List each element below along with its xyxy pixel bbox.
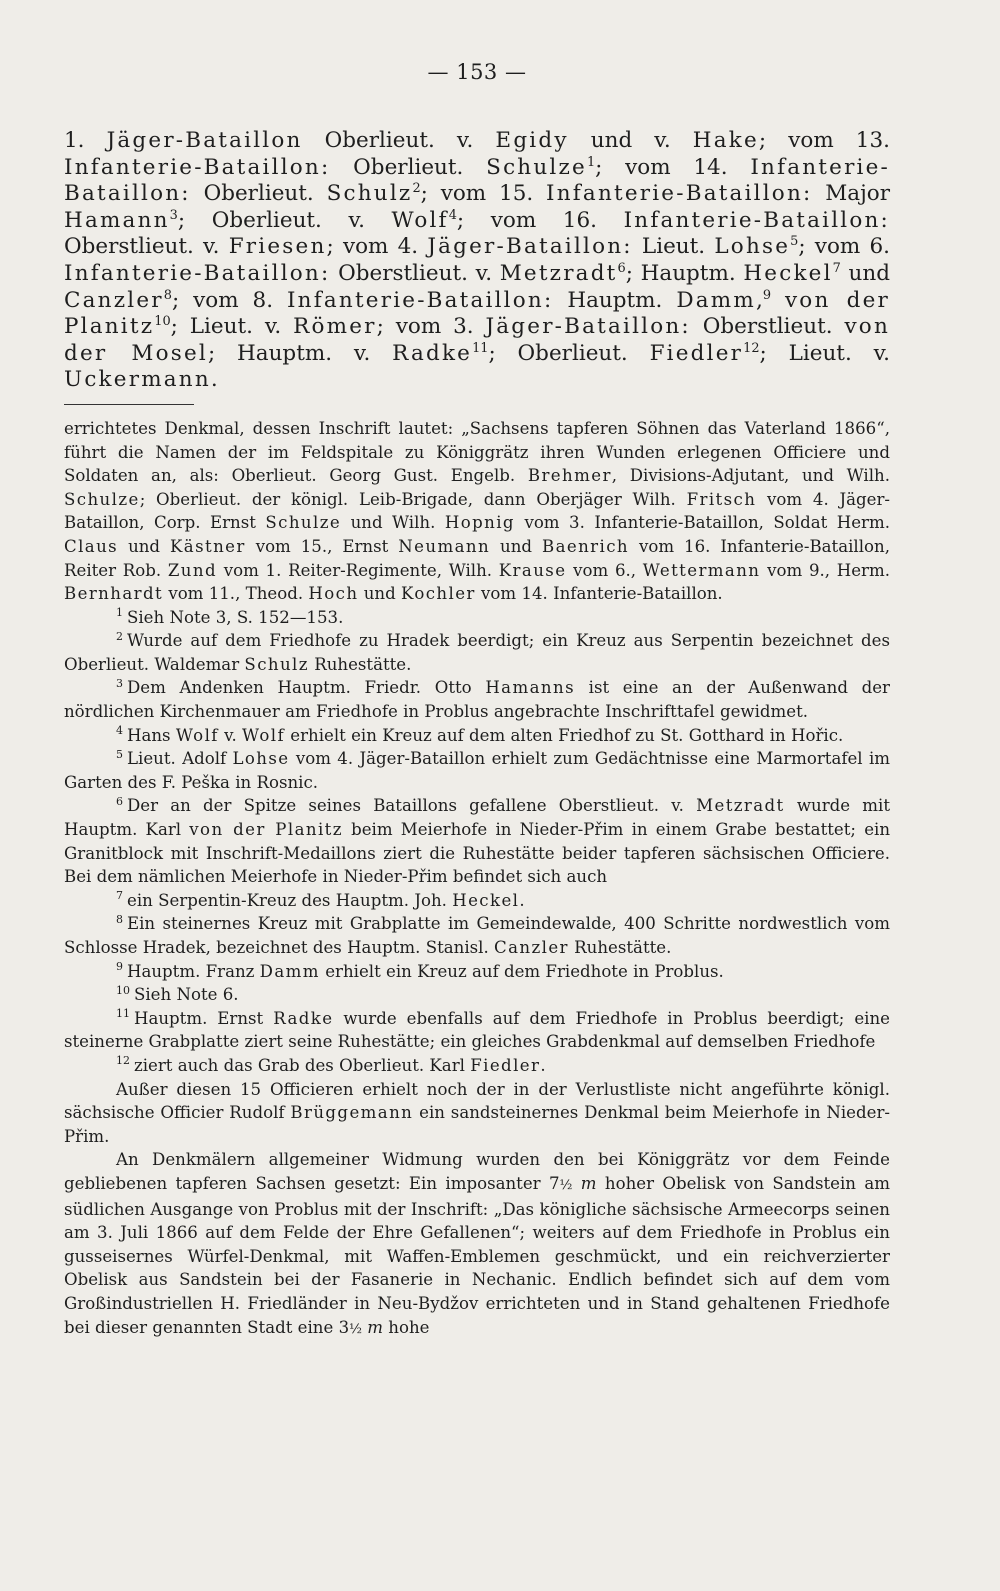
fraction: ½ [559,1177,573,1193]
main-paragraph: 1. Jäger-Bataillon Oberlieut. v. Egidy und v. Hake; vom 13. Infanterie-Bataillon: Oberlieut. Schulze$^1$; vom 14. Infanterie-Bataillon: Oberlieut. Schulz$^2$; vom 15. Infanterie-Bataillon: Major Hamann$^3$; Oberlieut. v. Wolf$^4$; vom 16. Infanterie-Bataillon: Oberstlieut. v. Friesen; vom 4. Jäger-Bataillon: Lieut. Lohse$^5$; vom 6. Infanterie-Bataillon: Oberstlieut. v. Metzradt$^6$; Hauptm. Heckel$^7$ und Canzler$^8$; vom 8. Infanterie-Bataillon: Hauptm. Damm,$^9$ von der Planitz$^{10}$; Lieut. v. Römer; vom 3. Jäger-Bataillon: Oberstlieut. von der Mosel; Hauptm. v. Radke$^{11}$; Oberlieut. Fiedler$^{12}$; Lieut. v. Uckermann. [64,128,891,393]
footnote-mark: 2 [116,629,123,643]
spaced-name: Zund [167,560,217,580]
footnote-1: $^1$ Sieh Note 3, S. 152—153. [116,606,344,627]
footnote-ref: 2 [412,181,421,197]
footnote-9: $^9$ Hauptm. Franz Damm erhielt ein Kreuz auf dem Friedhote in Problus. [116,960,724,981]
footnote-continuation: errichtetes Denkmal, dessen Inschrift lautet: „Sachsens tapferen Söhnen das Vaterland 1866“, führt die Namen der im Feldspitale zu Königgrätz ihren Wunden erlegenen Officiere und Soldaten an, als: Oberlieut. Georg Gust. Engelb. Brehmer, Divisions-Adjutant, und Wilh. Schulze; Oberlieut. der königl. Leib-Brigade, dann Oberjäger Wilh. Fritsch vom 4. Jäger-Bataillon, Corp. Ernst Schulze und Wilh. Hopnig vom 3. Infanterie-Bataillon, Soldat Herm. Claus und Kästner vom 15., Ernst Neumann und Baenrich vom 16. Infanterie-Bataillon, Reiter Rob. Zund vom 1. Reiter-Regimente, Wilh. Krause vom 6., Wettermann vom 9., Herm. Bernhardt vom 11., Theod. Hoch und Kochler vom 14. Infanterie-Bataillon. [64,418,891,604]
spaced-name: Infanterie-Bataillon: [286,287,554,313]
footnote-mark: 12 [116,1054,130,1068]
spaced-name: Metzradt [696,796,785,816]
spaced-name: Jäger-Bataillon: [485,314,691,340]
spaced-name: Uckermann [64,367,211,393]
spaced-name: Egidy [495,128,569,153]
spaced-name: Lohse [714,234,791,260]
footnote-mark: 1 [116,606,123,620]
footnote-mark: 7 [116,889,123,903]
spaced-name: Schulz [326,181,413,207]
footnote-8: $^8$ Ein steinernes Kreuz mit Grabplatte im Gemeindewalde, 400 Schritte nordwestlich vom Schlosse Hradek, bezeichnet des Hauptm. Stanisl. Canzler Ruhestätte. [64,912,890,957]
footnote-5: $^5$ Lieut. Adolf Lohse vom 4. Jäger-Bataillon erhielt zum Gedächtnisse eine Marmortafel im Garten des F. Peška in Rosnic. [64,747,890,792]
spaced-name: Römer [293,314,377,340]
footnote-ref: 11 [472,340,489,356]
spaced-name: Hamann [64,207,170,233]
footnote-mark: 3 [116,676,123,690]
footnote-mark: 10 [116,983,130,997]
footnote-7: $^7$ ein Serpentin-Kreuz des Hauptm. Joh. Heckel. [116,889,525,910]
spaced-name: Wolf [242,725,286,745]
footnote-ref: 9 [762,287,772,303]
spaced-name: Claus [64,536,119,556]
spaced-name: von der Planitz [189,820,343,840]
footnote-ref: 5 [790,234,799,250]
page-number: — 153 — [427,60,527,84]
spaced-name: Wolf [391,207,449,233]
spaced-name: Radke [273,1008,334,1028]
spaced-name: von der Planitz [64,287,890,340]
spaced-name: Jäger-Bataillon [106,128,303,153]
footnote-separator [64,404,194,405]
spaced-name: Hopnig [444,513,515,533]
spaced-name: Lohse [232,749,290,769]
spaced-name: Infanterie-Bataillon: [64,154,891,207]
footnote-ref: 6 [617,260,626,276]
spaced-name: Schulze [486,154,587,180]
footnote-ref: 4 [448,207,457,223]
footnote-2: $^2$ Wurde auf dem Friedhofe zu Hradek beerdigt; ein Kreuz aus Serpentin bezeichnet des Oberlieut. Waldemar Schulz Ruhestätte. [64,629,890,674]
spaced-name: Heckel [452,890,520,910]
spaced-name: Kochler [400,584,476,604]
unit: m [580,1173,597,1193]
spaced-name: Hake [692,128,759,153]
spaced-name: Heckel [743,260,833,286]
spaced-name: Hoch [308,584,359,604]
closing-text [64,1078,890,1342]
spaced-name: Jäger-Bataillon: [427,234,633,260]
footnote-ref: 10 [154,314,171,329]
document-page [64,60,890,1341]
footnote-ref: 7 [832,260,841,276]
spaced-name: Schulze [64,489,140,509]
spaced-name: Brehmer [527,466,612,486]
footnote-mark: 4 [116,724,123,738]
spaced-name: Krause [498,560,567,580]
footnote-11: $^{11}$ Hauptm. Ernst Radke wurde ebenfalls auf dem Friedhofe in Problus beerdigt; eine steinerne Grabplatte ziert seine Ruhestätte; ein gleiches Grabdenkmal auf demselben Friedhofe [64,1007,890,1052]
spaced-name: Baenrich [541,536,629,556]
spaced-name: von der Mosel [64,314,890,366]
closing-paragraph: An Denkmälern allgemeiner Widmung wurden den bei Königgrätz vor dem Feinde gebliebenen tapferen Sachsen gesetzt: Ein imposanter 7½ m hoher Obelisk von Sandstein am südlichen Ausgange von Problus mit der Inschrift: „Das königliche sächsische Armeecorps seinen am 3. Juli 1866 auf dem Felde der Ehre Gefallenen“; weiters auf dem Friedhofe in Problus ein gusseisernes Würfel-Denkmal, mit Waffen-Emblemen geschmückt, und ein reichverzierter Obelisk aus Sandstein bei der Fasanerie in Nechanic. Endlich befindet sich auf dem vom Großindustriellen H. Friedländer in Neu-Bydžov errichteten und in Stand gehaltenen Friedhofe bei dieser genannten Stadt eine 3½ m hohe [64,1150,890,1337]
footnote-6: $^6$ Der an der Spitze seines Bataillons gefallene Oberstlieut. v. Metzradt wurde mit Hauptm. Karl von der Planitz beim Meierhofe in Nieder-Přim in einem Grabe bestattet; ein Granitblock mit Inschrift-Medaillons ziert die Ruhestätte beider tapferen sächsischen Officiere. Bei dem nämlichen Meierhofe in Nieder-Přim befindet sich auch [64,794,891,887]
spaced-name: Metzradt [499,260,618,286]
footnote-ref: 12 [743,340,760,356]
footnote-mark: 5 [116,747,123,761]
spaced-name: Brüggemann [290,1103,414,1123]
footnote-3: $^3$ Dem Andenken Hauptm. Friedr. Otto Hamanns ist eine an der Außenwand der nördlichen Kirchenmauer am Friedhofe in Problus angebrachte Inschrifttafel gewidmet. [64,676,890,722]
spaced-name: Damm [676,287,756,313]
spaced-name: Bernhardt [64,584,164,604]
footnote-12: $^{12}$ ziert auch das Grab des Oberlieut. Karl Fiedler. [116,1054,546,1075]
closing-paragraph: Außer diesen 15 Officieren erhielt noch der in der Verlustliste nicht angeführte königl. sächsische Officier Rudolf Brüggemann ein sandsteinernes Denkmal beim Meierhofe in Nieder-Přim. [64,1079,890,1146]
spaced-name: Neumann [398,536,491,556]
spaced-name: Infanterie-Bataillon: [64,154,331,180]
spaced-name: Friesen [228,234,327,260]
footnote-ref: 1 [586,154,596,170]
spaced-name: Canzler [494,938,569,957]
fraction: ½ [349,1321,362,1337]
spaced-name: Fiedler [649,340,744,366]
spaced-name: Infanterie-Bataillon: [546,181,813,207]
spaced-name: Schulze [265,513,342,533]
spaced-name: Canzler [64,287,164,313]
spaced-name: Kästner [170,536,246,556]
footnote-ref: 8 [163,287,172,303]
spaced-name: Infanterie-Bataillon: [64,260,331,286]
spaced-name: Fritsch [686,489,757,509]
footnote-mark: 6 [116,794,123,808]
footnote-mark: 8 [116,912,123,926]
unit: m [367,1317,384,1337]
footnote-list [64,606,890,1078]
spaced-name: Fiedler [470,1055,541,1075]
spaced-name: Wettermann [642,560,761,580]
spaced-name: Radke [392,340,473,366]
footnote-4: $^4$ Hans Wolf v. Wolf erhielt ein Kreuz auf dem alten Friedhof zu St. Gotthard in Hořic. [116,724,844,745]
spaced-name: Infanterie-Bataillon: [623,207,890,233]
footnote-ref: 3 [169,207,178,223]
footnote-mark: 9 [116,960,123,974]
footnote-10: $^{10}$ Sieh Note 6. [116,983,239,1005]
spaced-name: Hamanns [485,678,575,698]
spaced-name: Damm [259,961,320,981]
spaced-name: Schulz [244,654,309,674]
footnote-mark: 11 [116,1007,130,1021]
spaced-name: Wolf [175,725,219,745]
